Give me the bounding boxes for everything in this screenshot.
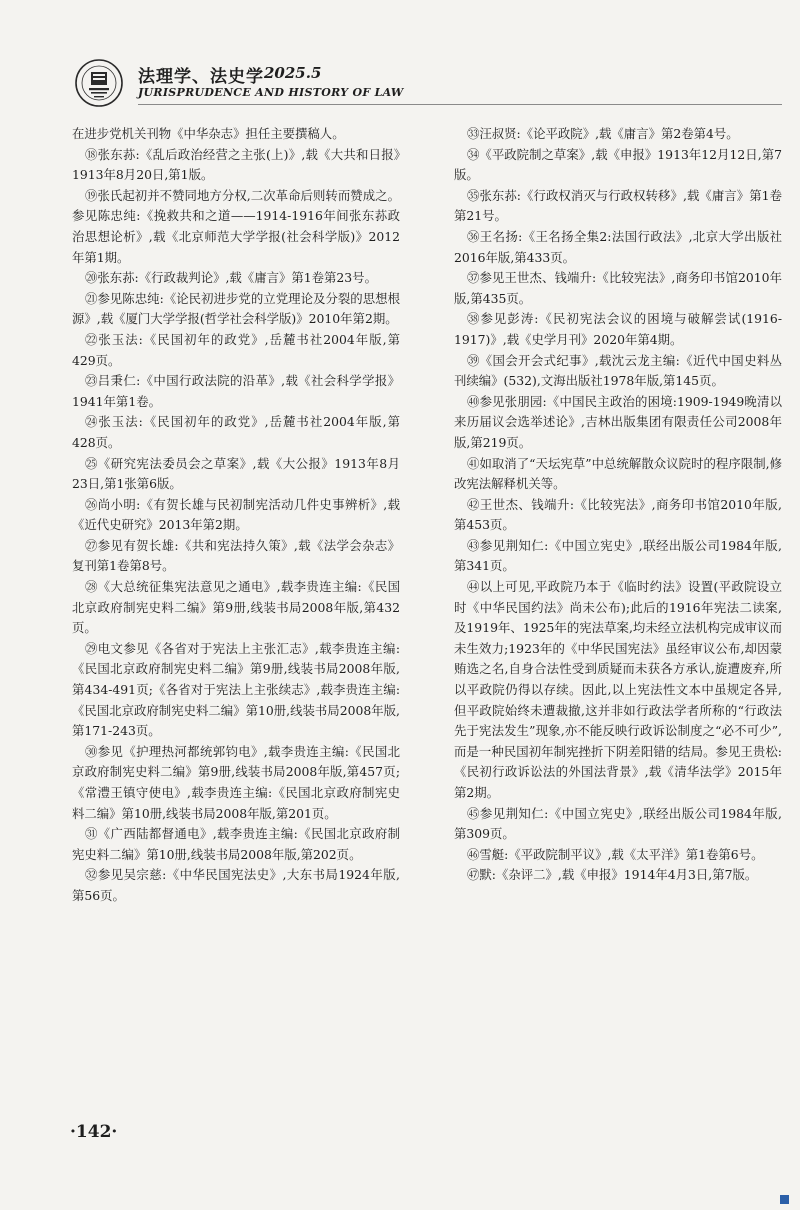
footnote [72, 865, 400, 906]
footnote-marker: ㉘ [85, 579, 98, 595]
footnote-marker: ㊸ [467, 537, 480, 553]
footnote [72, 824, 400, 865]
footnote-text: 《广西陆都督通电》,载李贵连主编:《民国北京政府制宪史料二编》第10册,线装书局2008年版,第202页。 [72, 826, 400, 862]
footnote-marker: ㊵ [467, 393, 480, 409]
footnote [72, 186, 400, 268]
footnote-marker: ㉖ [85, 496, 98, 512]
footnote-text: 张东荪:《行政裁判论》,载《庸言》第1卷第23号。 [97, 270, 377, 286]
footnote [454, 186, 782, 227]
issue-number: 2025.5 [264, 64, 322, 82]
footnote [454, 124, 782, 145]
footnote-marker: ㉟ [467, 187, 480, 203]
footnote-marker: ㉓ [85, 373, 98, 389]
journal-logo-icon [74, 58, 124, 108]
watermark-badge [780, 1195, 792, 1204]
journal-section-title-english: JURISPRUDENCE AND HISTORY OF LAW [138, 86, 404, 99]
footnote-marker: ㊻ [467, 846, 480, 862]
footnote-marker: ⑱ [85, 146, 98, 162]
footnotes-right-column [454, 124, 782, 886]
header-rule [138, 104, 782, 105]
footnote [72, 412, 400, 453]
footnote-text: 王世杰、钱端升:《比较宪法》,商务印书馆2010年版,第453页。 [454, 496, 782, 533]
footnote-marker: ㉕ [85, 455, 98, 471]
footnote-marker: ㊴ [467, 352, 480, 368]
footnote-text: 汪叔贤:《论平政院》,载《庸言》第2卷第4号。 [479, 126, 739, 141]
footnote-text: 王名扬:《王名扬全集2:法国行政法》,北京大学出版社2016年版,第433页。 [454, 228, 783, 265]
footnote [72, 289, 400, 330]
footnote-text: 参见彭涛:《民初宪法会议的困境与破解尝试(1916-1917)》,载《史学月刊》2020年第4期。 [454, 311, 783, 347]
footnote [454, 495, 782, 536]
footnote-text: 张玉法:《民国初年的政党》,岳麓书社2004年版,第428页。 [72, 414, 400, 450]
footnote-text: 《研究宪法委员会之草案》,载《大公报》1913年8月23日,第1张第6版。 [72, 455, 400, 492]
footnote [454, 845, 782, 866]
footnote [72, 639, 400, 742]
footnote-marker: ㊹ [467, 579, 480, 595]
footnote-text: 电文参见《各省对于宪法上主张汇志》,载李贵连主编:《民国北京政府制宪史料二编》第9册,线装书局2008年版,第434-491页;《各省对于宪法上主张续志》,载李贵连主编:《民国北京政府制宪史料二编》第10册,线装书局2008年版,第171-243页。 [72, 640, 400, 739]
footnote [72, 577, 400, 639]
footnote-text: 参见有贺长雄:《共和宪法持久策》,载《法学会杂志》复刊第1卷第8号。 [72, 537, 400, 574]
footnote [454, 536, 782, 577]
footnote [72, 145, 400, 186]
footnote [454, 227, 782, 268]
footnote [454, 145, 782, 186]
footnote-text: 参见荆知仁:《中国立宪史》,联经出版公司1984年版,第309页。 [454, 805, 782, 842]
footnote [72, 495, 400, 536]
footnote-marker: ㉞ [467, 146, 480, 162]
footnote-text: 尚小明:《有贺长雄与民初制宪活动几件史事辨析》,载《近代史研究》2013年第2期。 [72, 496, 400, 533]
footnote-marker: ㊳ [467, 311, 481, 327]
footnote-text: 张玉法:《民国初年的政党》,岳麓书社2004年版,第429页。 [72, 331, 400, 368]
running-header [74, 58, 754, 110]
footnote-text: 雪艇:《平政院制平议》,载《太平洋》第1卷第6号。 [479, 846, 764, 862]
footnote-marker: ㊲ [467, 270, 480, 286]
footnote [72, 330, 400, 371]
footnote-marker: ㉜ [85, 867, 98, 883]
footnote-marker: ㉛ [85, 826, 98, 842]
footnote [454, 268, 782, 309]
footnote-marker: ㉚ [85, 743, 98, 759]
footnote-marker: ㊱ [467, 228, 480, 244]
footnote-text: 参见王世杰、钱端升:《比较宪法》,商务印书馆2010年版,第435页。 [454, 270, 783, 306]
footnote [454, 392, 782, 454]
footnote-marker: ⑳ [85, 270, 98, 286]
footnote [72, 268, 400, 289]
footnote-text: 参见张朋园:《中国民主政治的困境:1909-1949晚清以来历届议会选举述论》,吉林出版集团有限责任公司2008年版,第219页。 [454, 393, 782, 450]
footnote-marker: ㉒ [85, 331, 99, 347]
footnote-marker: ㉔ [85, 414, 99, 430]
footnote-text: 《平政院制之草案》,载《申报》1913年12月12日,第7版。 [454, 146, 782, 183]
footnote-marker: ㉗ [85, 537, 98, 553]
footnote-text: 张东荪:《行政权消灭与行政权转移》,载《庸言》第1卷第21号。 [454, 187, 782, 224]
page-number: ·142· [70, 1122, 118, 1142]
footnote-text: 参见《护理热河都统郭钧电》,载李贵连主编:《民国北京政府制宪史料二编》第9册,线装书局2008年版,第457页;《常澧王镇守使电》,载李贵连主编:《民国北京政府制宪史料二编》第10册,线装书局2008年版,第201页。 [72, 743, 400, 821]
footnote-marker: ㉙ [85, 640, 98, 656]
footnote-marker: ㉝ [467, 126, 480, 141]
footnote [72, 371, 400, 412]
footnote-marker: ⑲ [85, 187, 98, 203]
footnote [72, 454, 400, 495]
footnote [72, 742, 400, 824]
footnotes-left-column [72, 124, 400, 907]
footnote-text: 张氏起初并不赞同地方分权,二次革命后则转而赞成之。参见陈忠纯:《挽救共和之道——1914-1916年间张东荪政治思想论析》,载《北京师范大学学报(社会科学版)》2012年第1期。 [72, 187, 400, 265]
footnote [454, 454, 782, 495]
footnote-marker: ㉑ [85, 290, 98, 306]
footnote-text: 如取消了“天坛宪草”中总统解散众议院时的程序限制,修改宪法解释机关等。 [454, 455, 783, 492]
footnote [72, 536, 400, 577]
footnote-marker: ㊺ [467, 805, 480, 821]
footnote-text: 吕秉仁:《中国行政法院的沿革》,载《社会科学学报》1941年第1卷。 [72, 373, 400, 409]
footnote-text: 默:《杂评二》,载《申报》1914年4月3日,第7版。 [479, 867, 758, 883]
footnote-marker: ㊼ [467, 867, 480, 883]
footnote [454, 865, 782, 886]
footnote-text: 《国会开会式纪事》,载沈云龙主编:《近代中国史料丛刊续编》(532),文海出版社1978年版,第145页。 [454, 352, 782, 389]
footnote-text: 参见吴宗慈:《中华民国宪法史》,大东书局1924年版,第56页。 [72, 867, 400, 903]
footnote-text: 《大总统征集宪法意见之通电》,载李贵连主编:《民国北京政府制宪史料二编》第9册,线装书局2008年版,第432页。 [72, 579, 400, 636]
footnote-text: 参见荆知仁:《中国立宪史》,联经出版公司1984年版,第341页。 [454, 537, 782, 574]
footnote-marker: ㊷ [467, 496, 480, 512]
footnote [454, 309, 782, 350]
footnote-text: 以上可见,平政院乃本于《临时约法》设置(平政院设立时《中华民国约法》尚未公布);此后的1916年宪法二读案,及1919年、1925年的宪法草案,均未经立法机构完成审议而未生效力;1923年的《中华民国宪法》虽经审议公布,却因蒙贿选之名,自身合法性受到质疑而未获各方承认,旋遭废弃,所以平政院仍得以存续。因此,以上宪法性文本中虽规定各异,但平政院始终未遭裁撤,这并非如行政法学者所称的“行政法先于宪法发生”现象,亦不能反映行政诉讼制度之“必不可少”,而是一种民国初年制宪挫折下阴差阳错的结局。参见王贵松:《民初行政诉讼法的外国法背景》,载《清华法学》2015年第2期。 [454, 579, 782, 800]
footnote-text: 在进步党机关刊物《中华杂志》担任主要撰稿人。 [72, 126, 345, 141]
footnote-text: 张东荪:《乱后政治经营之主张(上)》,载《大共和日报》1913年8月20日,第1版。 [72, 146, 400, 183]
footnote [454, 577, 782, 804]
footnote [454, 804, 782, 845]
footnote [454, 351, 782, 392]
footnote-marker: ㊶ [467, 455, 480, 471]
journal-section-title: 法理学、法史学 [138, 67, 264, 87]
footnote-text: 参见陈忠纯:《论民初进步党的立党理论及分裂的思想根源》,载《厦门大学学报(哲学社会科学版)》2010年第2期。 [72, 290, 400, 327]
footnote [72, 124, 400, 145]
watermark-icon [780, 1195, 789, 1204]
